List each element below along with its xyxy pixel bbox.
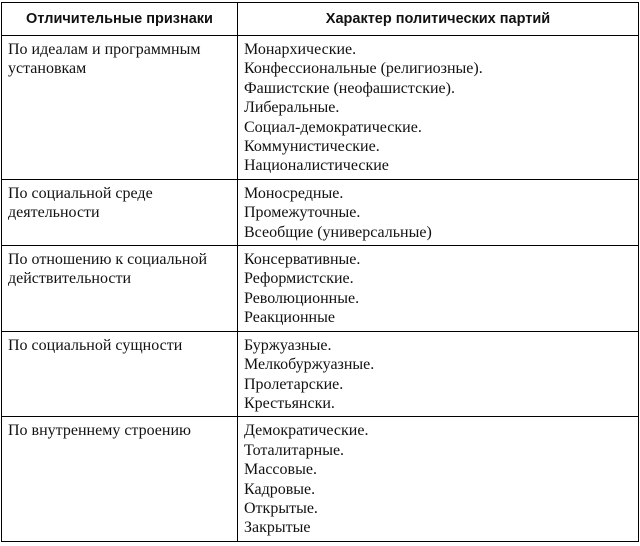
party-type-item: Либеральные. <box>244 99 340 117</box>
table-header-row <box>2 3 639 36</box>
table-row <box>2 331 639 417</box>
party-type-item: Консервативные. <box>244 251 361 269</box>
party-type-item: Конфессиональные (религиозные). <box>244 60 483 78</box>
criterion-text: По отношению к социальной действительности <box>8 251 208 288</box>
types-cell <box>238 36 639 180</box>
party-type-item: Мелкобуржуазные. <box>244 356 375 374</box>
party-type-item: Тоталитарные. <box>244 441 345 459</box>
party-type-item: Пролетарские. <box>244 375 344 393</box>
table-row <box>2 417 639 541</box>
party-type-item: Всеобщие (универсальные) <box>244 223 432 241</box>
party-type-item: Моносредные. <box>244 184 344 202</box>
party-type-item: Демократические. <box>244 422 369 440</box>
party-type-item: Социал-демократические. <box>244 118 422 136</box>
party-type-item: Закрытые <box>244 519 311 537</box>
criterion-cell <box>2 36 238 180</box>
types-cell <box>238 417 639 541</box>
types-cell <box>238 331 639 417</box>
party-type-item: Кадровые. <box>244 480 316 498</box>
party-type-item: Реформистские. <box>244 270 354 288</box>
party-type-item: Реакционные <box>244 309 335 327</box>
criterion-cell <box>2 246 238 332</box>
party-type-item: Промежуточные. <box>244 204 361 222</box>
party-type-item: Коммунистические. <box>244 138 380 156</box>
criterion-text: По социальной среде деятельности <box>8 184 153 222</box>
party-type-item: Националистические <box>244 157 389 175</box>
header-party-character: Характер политических партий <box>238 3 639 36</box>
party-type-item: Буржуазные. <box>244 336 332 354</box>
party-type-item: Крестьянски. <box>244 394 335 412</box>
criterion-text: По внутреннему строению <box>8 422 191 440</box>
table-row <box>2 36 639 180</box>
party-classification-table <box>1 2 639 542</box>
criterion-cell <box>2 417 238 541</box>
table-row <box>2 179 639 245</box>
party-type-item: Массовые. <box>244 461 317 479</box>
party-type-item: Фашистские (неофашистские). <box>244 79 455 97</box>
types-cell <box>238 246 639 332</box>
party-type-item: Открытые. <box>244 499 318 517</box>
criterion-cell <box>2 331 238 417</box>
header-criteria: Отличительные признаки <box>2 3 238 36</box>
party-type-item: Монархические. <box>244 41 357 58</box>
table-row <box>2 246 639 332</box>
party-type-item: Революционные. <box>244 289 360 307</box>
criterion-text: По идеалам и программным установкам <box>8 41 201 78</box>
types-cell <box>238 179 639 245</box>
criterion-cell <box>2 179 238 245</box>
criterion-text: По социальной сущности <box>8 336 183 354</box>
